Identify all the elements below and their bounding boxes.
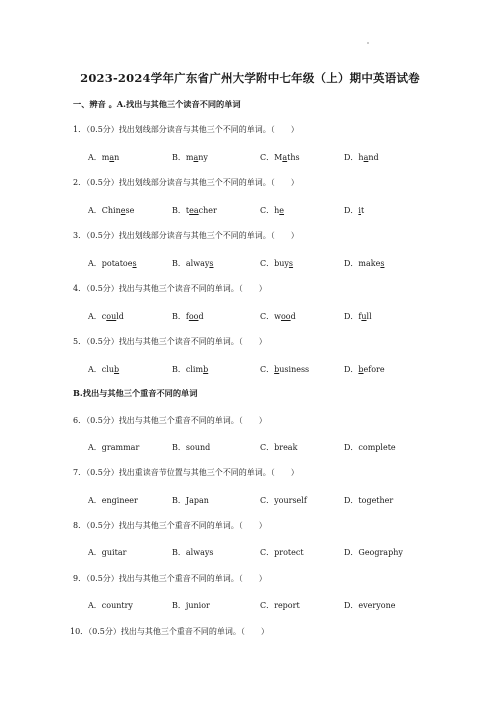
option-label: C． (260, 365, 275, 374)
underlined-letters: b (358, 365, 364, 374)
underlined-letters: b (113, 365, 120, 374)
question-stem: 6．（0.5分）找出与其他三个重音不同的单词。（ ） (73, 416, 267, 425)
option-word-part: report (274, 601, 300, 610)
option-word-part: grammar (101, 443, 140, 452)
answer-option[interactable] (88, 364, 119, 375)
answer-option[interactable] (260, 364, 309, 375)
option-word-part: complete (358, 443, 396, 452)
option-label: D． (344, 443, 359, 452)
option-word-part: always (185, 548, 214, 557)
option-label: C． (260, 312, 275, 321)
answer-option[interactable] (172, 311, 204, 322)
option-word-part: Chin (101, 206, 121, 215)
option-word-part: ny (198, 153, 208, 162)
option-label: B． (172, 206, 186, 215)
underlined-letters: a (282, 153, 288, 162)
option-word-part: buy (274, 259, 289, 268)
option-label: C． (260, 601, 275, 610)
page-title: 2023-2024学年广东省广州大学附中七年级（上）期中英语试卷 (80, 71, 420, 85)
answer-option[interactable] (172, 364, 208, 375)
option-word-part: f (358, 312, 362, 321)
underlined-letters: oo (188, 312, 199, 321)
answer-option[interactable] (344, 258, 384, 269)
answer-option[interactable] (260, 152, 300, 163)
answer-option[interactable] (172, 442, 210, 453)
option-word-part: make (358, 259, 381, 268)
option-row (0, 364, 500, 376)
option-label: C． (260, 548, 275, 557)
option-word-part: ths (287, 153, 300, 162)
answer-option[interactable] (88, 547, 126, 558)
option-row (0, 600, 500, 612)
option-label: D． (344, 259, 359, 268)
option-word-part: h (274, 206, 280, 215)
answer-option[interactable] (172, 600, 210, 611)
underlined-letters: ea (189, 206, 199, 215)
answer-option[interactable] (344, 442, 396, 453)
option-label: B． (172, 548, 186, 557)
option-label: D． (344, 312, 359, 321)
section-heading-stress: B.找出与其他三个重音不同的单词 (73, 388, 198, 398)
option-word-part: m (185, 153, 194, 162)
answer-option[interactable] (260, 547, 304, 558)
option-row (0, 442, 500, 454)
option-label: A． (88, 365, 102, 374)
option-label: B． (172, 153, 186, 162)
option-label: B． (172, 601, 186, 610)
option-word-part: ld (116, 312, 124, 321)
option-row (0, 311, 500, 323)
option-word-part: m (101, 153, 110, 162)
option-word-part: nd (368, 153, 379, 162)
answer-option[interactable] (88, 442, 139, 453)
option-label: D． (344, 496, 359, 505)
option-label: A． (88, 206, 102, 215)
question-stem: 7．（0.5分）找出重读音节位置与其他三个不同的单词。（ ） (73, 468, 299, 477)
question-stem: 3．（0.5分）找出划线部分读音与其他三个不同的单词。（ ） (73, 231, 299, 240)
question-stem: 9．（0.5分）找出与其他三个重音不同的单词。（ ） (73, 574, 267, 583)
underlined-letters: b (274, 365, 280, 374)
option-label: B． (172, 496, 186, 505)
option-row (0, 152, 500, 164)
answer-option[interactable] (344, 152, 379, 163)
underlined-letters: a (193, 153, 199, 162)
option-label: B． (172, 259, 186, 268)
option-label: B． (172, 312, 186, 321)
underlined-letters: oo (280, 312, 291, 321)
answer-option[interactable] (260, 600, 300, 611)
question-stem: 10．（0.5分）找出与其他三个重音不同的单词。（ ） (70, 627, 269, 636)
option-word-part: c (101, 312, 107, 321)
underlined-letters: a (109, 153, 115, 162)
option-word-part: cher (198, 206, 217, 215)
option-word-part: M (274, 153, 283, 162)
question-stem: 2．（0.5分）找出划线部分读音与其他三个不同的单词。（ ） (73, 178, 299, 187)
option-word-part: break (274, 443, 298, 452)
option-label: A． (88, 153, 102, 162)
option-word-part: f (185, 312, 189, 321)
answer-option[interactable] (260, 258, 293, 269)
answer-option[interactable] (344, 311, 372, 322)
option-word-part: efore (363, 365, 385, 374)
option-word-part: t (360, 206, 365, 215)
option-word-part: protect (274, 548, 304, 557)
option-label: D． (344, 601, 359, 610)
option-label: C． (260, 443, 275, 452)
option-word-part: ll (366, 312, 372, 321)
option-label: B． (172, 443, 186, 452)
option-word-part: se (125, 206, 135, 215)
option-word-part: country (101, 601, 133, 610)
option-label: B． (172, 365, 186, 374)
answer-option[interactable] (344, 364, 385, 375)
option-word-part: clu (101, 365, 114, 374)
option-word-part: guitar (101, 548, 127, 557)
option-label: A． (88, 548, 102, 557)
question-stem: 8．（0.5分）找出与其他三个重音不同的单词。（ ） (73, 521, 267, 530)
answer-option[interactable] (344, 495, 393, 506)
option-label: A． (88, 443, 102, 452)
underlined-letters: ou (106, 312, 117, 321)
option-word-part: clim (185, 365, 204, 374)
page-mark (367, 42, 369, 44)
answer-option[interactable] (260, 205, 284, 216)
option-word-part: Geography (358, 548, 403, 557)
answer-option[interactable] (260, 442, 297, 453)
option-label: D． (344, 153, 359, 162)
underlined-letters: u (361, 312, 367, 321)
option-label: C． (260, 496, 275, 505)
answer-option[interactable] (172, 258, 213, 269)
option-label: D． (344, 365, 359, 374)
underlined-letters: b (203, 365, 209, 374)
option-label: C． (260, 206, 275, 215)
underlined-letters: s (132, 259, 137, 268)
underlined-letters: e (279, 206, 285, 215)
option-word-part: potatoe (101, 259, 133, 268)
answer-option[interactable] (88, 600, 133, 611)
underlined-letters: s (380, 259, 385, 268)
option-word-part: d (198, 312, 204, 321)
answer-option[interactable] (344, 205, 364, 216)
answer-option[interactable] (88, 495, 138, 506)
option-word-part: engineer (101, 496, 138, 505)
answer-option[interactable] (172, 495, 209, 506)
option-row (0, 205, 500, 217)
option-word-part: alway (185, 259, 210, 268)
option-word-part: n (114, 153, 120, 162)
option-word-part: usiness (279, 365, 310, 374)
answer-option[interactable] (88, 152, 119, 163)
option-label: A． (88, 312, 102, 321)
answer-option[interactable] (344, 547, 403, 558)
question-stem: 4．（0.5分）找出与其他三个读音不同的单词。（ ） (73, 284, 267, 293)
question-stem: 1．（0.5分）找出划线部分读音与其他三个不同的单词。（ ） (73, 125, 299, 134)
underlined-letters: s (209, 259, 214, 268)
question-stem: 5．（0.5分）找出与其他三个读音不同的单词。（ ） (73, 337, 267, 346)
option-word-part: d (290, 312, 296, 321)
answer-option[interactable] (260, 495, 307, 506)
option-word-part: w (274, 312, 281, 321)
option-label: A． (88, 601, 102, 610)
underlined-letters: a (363, 153, 369, 162)
option-word-part: junior (185, 601, 210, 610)
option-word-part: together (358, 496, 394, 505)
answer-option[interactable] (344, 600, 395, 611)
answer-option[interactable] (172, 205, 217, 216)
option-word-part: everyone (358, 601, 396, 610)
answer-option[interactable] (260, 311, 296, 322)
option-word-part: t (185, 206, 190, 215)
option-word-part: Japan (185, 496, 209, 505)
section-heading-pronunciation: 一、辨音 。A.找出与其他三个读音不同的单词 (73, 99, 241, 109)
option-label: D． (344, 548, 359, 557)
option-row (0, 495, 500, 507)
option-word-part: h (358, 153, 364, 162)
answer-option[interactable] (172, 152, 208, 163)
answer-option[interactable] (88, 311, 124, 322)
option-label: D． (344, 206, 359, 215)
option-word-part: sound (185, 443, 211, 452)
answer-option[interactable] (172, 547, 213, 558)
option-word-part: yourself (274, 496, 307, 505)
underlined-letters: s (288, 259, 294, 268)
answer-option[interactable] (88, 205, 134, 216)
option-row (0, 547, 500, 559)
option-label: C． (260, 153, 275, 162)
option-label: C． (260, 259, 275, 268)
option-label: A． (88, 496, 102, 505)
option-label: A． (88, 259, 102, 268)
answer-option[interactable] (88, 258, 137, 269)
option-row (0, 258, 500, 270)
underlined-letters: i (358, 206, 361, 215)
underlined-letters: e (120, 206, 126, 215)
